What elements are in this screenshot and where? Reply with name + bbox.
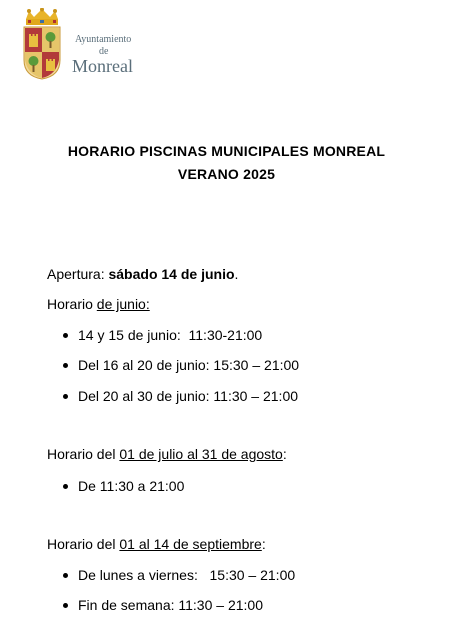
list-item: [63, 388, 298, 404]
list-item-text: Del 16 al 20 de junio: 15:30 – 21:00: [78, 357, 300, 373]
bullet-icon: [63, 573, 68, 578]
bullet-icon: [63, 484, 68, 489]
list-item-text: Fin de semana: 11:30 – 21:00: [78, 597, 263, 613]
list-item-text: 14 y 15 de junio: 11:30-21:00: [78, 327, 263, 343]
septiembre-suffix: :: [261, 536, 266, 552]
bullet-icon: [63, 363, 68, 368]
list-item: [63, 597, 263, 613]
coat-of-arms-icon: [20, 8, 64, 80]
apertura-line: [47, 266, 238, 282]
document-title: HORARIO PISCINAS MUNICIPALES MONREAL: [67, 143, 386, 159]
bullet-icon: [63, 394, 68, 399]
julio-agosto-suffix: :: [282, 446, 287, 462]
junio-period: de junio:: [96, 296, 150, 312]
julio-agosto-period: 01 de julio al 31 de agosto: [119, 446, 283, 462]
junio-heading: [47, 296, 150, 312]
logo-line-2: de: [99, 46, 109, 57]
logo-line-3: Monreal: [72, 56, 133, 76]
list-item: [63, 327, 262, 343]
apertura-end: .: [234, 266, 239, 282]
list-item: [63, 478, 184, 494]
apertura-label: Apertura:: [47, 266, 109, 282]
septiembre-heading: [47, 536, 266, 552]
julio-agosto-prefix: Horario del: [47, 446, 120, 462]
list-item: [63, 357, 299, 373]
list-item-text: Del 20 al 30 de junio: 11:30 – 21:00: [78, 388, 299, 404]
list-item: [63, 567, 295, 583]
apertura-date: sábado 14 de junio: [108, 266, 235, 282]
septiembre-prefix: Horario del: [47, 536, 120, 552]
septiembre-period: 01 al 14 de septiembre: [119, 536, 262, 552]
ayuntamiento-logo: [20, 8, 140, 80]
document-subtitle: VERANO 2025: [177, 166, 276, 182]
list-item-text: De 11:30 a 21:00: [78, 478, 185, 494]
bullet-icon: [63, 333, 68, 338]
list-item-text: De lunes a viernes: 15:30 – 21:00: [78, 567, 296, 583]
junio-prefix: Horario: [47, 296, 97, 312]
bullet-icon: [63, 603, 68, 608]
julio-agosto-heading: [47, 446, 287, 462]
logo-line-1: Ayuntamiento: [75, 34, 132, 45]
